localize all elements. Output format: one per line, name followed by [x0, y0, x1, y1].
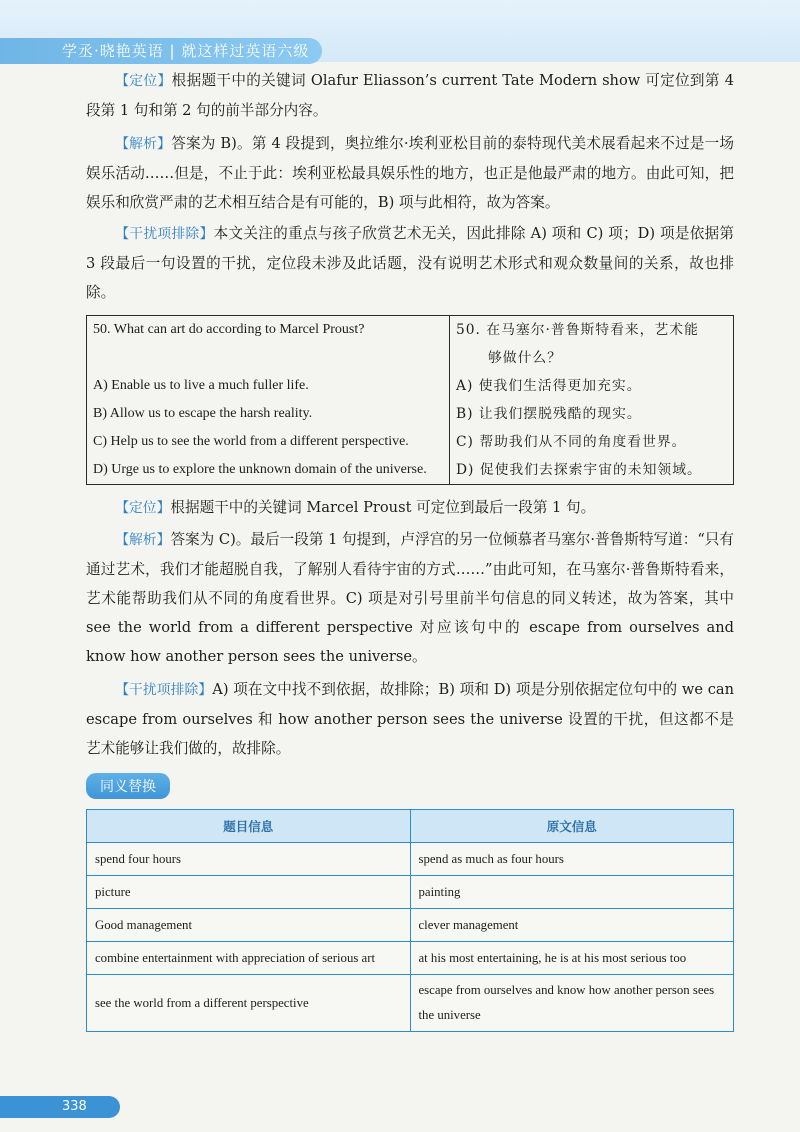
synonym-source-cell: painting	[410, 876, 734, 909]
book-title: 学丞·晓艳英语 | 就这样过英语六级	[0, 38, 322, 64]
synonym-question-cell: spend four hours	[87, 843, 411, 876]
table-row	[87, 975, 734, 1032]
synonym-source-cell: escape from ourselves and know how another person sees the universe	[410, 975, 734, 1032]
locate-tag: 【定位】	[115, 73, 172, 89]
synonym-source-cell: at his most entertaining, he is at his most serious too	[410, 942, 734, 975]
question-en-option: D) Urge us to explore the unknown domain of the universe.	[93, 462, 427, 477]
question-zh-option: A) 使我们生活得更加充实。	[456, 378, 642, 394]
question-zh-option: C) 帮助我们从不同的角度看世界。	[456, 434, 687, 450]
synonym-header-source: 原文信息	[410, 810, 734, 843]
distractor-tag: 【干扰项排除】	[115, 226, 214, 242]
distractor-text: 本文关注的重点与孩子欣赏艺术无关，因此排除 A) 项和 C) 项；D) 项是依据第 3 段最后一句设置的干扰，定位段未涉及此话题，没有说明艺术形式和观众数量间的关系，故也排除。	[86, 225, 735, 301]
distractor-tag: 【干扰项排除】	[115, 682, 213, 698]
question-table	[86, 315, 734, 485]
question-zh-stem-cont: 够做什么？	[488, 350, 562, 366]
synonym-source-cell: spend as much as four hours	[410, 843, 734, 876]
question-en-cell	[87, 316, 450, 485]
question-zh-cell	[450, 316, 734, 485]
question-zh-stem: 50. 在马塞尔·普鲁斯特看来，艺术能	[456, 322, 699, 338]
analysis-text: 答案为 B)。第 4 段提到，奥拉维尔·埃利亚松目前的泰特现代美术展看起来不过是一场娱乐活动……但是，不止于此：埃利亚松最具娱乐性的地方，也正是他最严肃的地方。由此可知，把娱乐和欣赏严肃的艺术相互结合是有可能的，B) 项与此相符，故为答案。	[86, 135, 735, 211]
distractor-paragraph-1	[86, 219, 734, 307]
page-content	[86, 64, 734, 1032]
synonym-header-question: 题目信息	[87, 810, 411, 843]
locate-text: 根据题干中的关键词 Olafur Eliasson’s current Tate Modern show 可定位到第 4 段第 1 句和第 2 句的前半部分内容。	[86, 72, 735, 119]
question-en-spacer	[93, 344, 443, 372]
table-row	[87, 876, 734, 909]
synonym-table	[86, 809, 734, 1032]
locate-tag: 【定位】	[115, 500, 171, 516]
synonym-source-cell: clever management	[410, 909, 734, 942]
synonym-question-cell: combine entertainment with appreciation of serious art	[87, 942, 411, 975]
table-row	[87, 942, 734, 975]
question-zh-option: D) 促使我们去探索宇宙的未知领域。	[456, 462, 702, 478]
analysis-paragraph-1	[86, 129, 734, 217]
analysis-tag: 【解析】	[115, 136, 172, 152]
synonym-badge: 同义替换	[86, 773, 170, 799]
analysis-paragraph-2	[86, 525, 734, 671]
locate-paragraph-2	[86, 493, 734, 523]
distractor-text: A) 项在文中找不到依据，故排除；B) 项和 D) 项是分别依据定位句中的 we can escape from ourselves 和 how another person sees the universe 设置的干扰，但这都不是艺术能够让我们做的，故排除。	[86, 681, 734, 757]
question-zh-option: B) 让我们摆脱残酷的现实。	[456, 406, 642, 422]
synonym-question-cell: picture	[87, 876, 411, 909]
question-en-stem: 50. What can art do according to Marcel Proust?	[93, 322, 365, 337]
question-en-option: C) Help us to see the world from a different perspective.	[93, 434, 409, 449]
analysis-tag: 【解析】	[115, 532, 171, 548]
analysis-text: 答案为 C)。最后一段第 1 句提到，卢浮宫的另一位倾慕者马塞尔·普鲁斯特写道：“只有通过艺术，我们才能超脱自我，了解别人看待宇宙的方式……”由此可知，在马塞尔·普鲁斯特看来，艺术能帮助我们从不同的角度看世界。C) 项是对引号里前半句信息的同义转述，故为答案，其中 see the world from a different perspective 对应该句中的 escape from ourselves and know how another person sees the universe。	[86, 531, 734, 665]
locate-paragraph-1	[86, 66, 734, 125]
question-en-option: B) Allow us to escape the harsh reality.	[93, 406, 313, 421]
synonym-question-cell: Good management	[87, 909, 411, 942]
page-number: 338	[0, 1096, 120, 1118]
locate-text: 根据题干中的关键词 Marcel Proust 可定位到最后一段第 1 句。	[170, 499, 596, 516]
table-row	[87, 909, 734, 942]
question-en-option: A) Enable us to live a much fuller life.	[93, 378, 309, 393]
distractor-paragraph-2	[86, 675, 734, 763]
synonym-question-cell: see the world from a different perspective	[87, 975, 411, 1032]
table-row	[87, 843, 734, 876]
